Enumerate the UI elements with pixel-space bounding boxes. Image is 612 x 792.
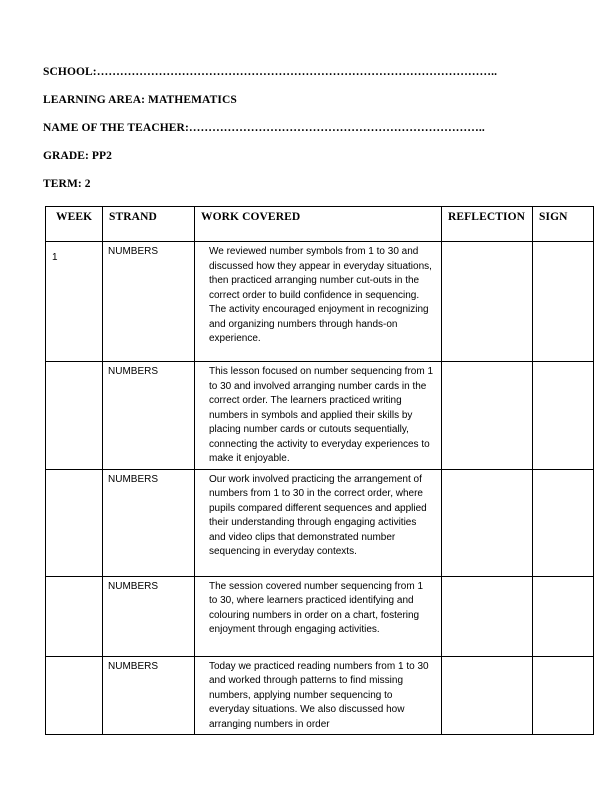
reflection-cell (442, 242, 533, 362)
teacher-line: NAME OF THE TEACHER:………………………………………………………………….. (43, 122, 485, 134)
school-line: SCHOOL:………………………………………………………………………………………….. (43, 66, 498, 78)
sign-cell (533, 576, 594, 656)
sign-cell (533, 362, 594, 470)
reflection-cell (442, 656, 533, 735)
strand-cell: NUMBERS (103, 242, 195, 362)
work-covered-cell: Our work involved practicing the arrangement of numbers from 1 to 30 in the correct order, where pupils compared different sequences and applied their understanding through engaging activities and video clips that demonstrated number sequencing in everyday contexts. (195, 469, 442, 576)
scheme-of-work-table (45, 206, 594, 735)
sign-cell (533, 242, 594, 362)
reflection-cell (442, 362, 533, 470)
col-header-reflection: REFLECTION (442, 207, 533, 242)
sign-cell (533, 469, 594, 576)
strand-cell: NUMBERS (103, 656, 195, 735)
work-covered-cell: The session covered number sequencing from 1 to 30, where learners practiced identifying and colouring numbers in order on a chart, fostering enjoyment through engaging activities. (195, 576, 442, 656)
strand-cell: NUMBERS (103, 469, 195, 576)
strand-cell: NUMBERS (103, 362, 195, 470)
week-cell (46, 656, 103, 735)
work-covered-cell: Today we practiced reading numbers from 1 to 30 and worked through patterns to find missing numbers, applying number sequencing to everyday situations. We also discussed how arranging numbers in order (195, 656, 442, 735)
table-row (46, 656, 594, 735)
sign-cell (533, 656, 594, 735)
col-header-work-covered: WORK COVERED (195, 207, 442, 242)
table-row (46, 469, 594, 576)
document-header (43, 66, 592, 191)
col-header-week: WEEK (46, 207, 103, 242)
table-row (46, 362, 594, 470)
col-header-strand: STRAND (103, 207, 195, 242)
week-cell (46, 362, 103, 470)
week-cell: 1 (46, 242, 103, 362)
table-row (46, 576, 594, 656)
table-row (46, 242, 594, 362)
term-line: TERM: 2 (43, 178, 91, 190)
reflection-cell (442, 469, 533, 576)
week-cell (46, 576, 103, 656)
work-covered-cell: We reviewed number symbols from 1 to 30 and discussed how they appear in everyday situations, then practiced arranging number cut-outs in the correct order to build confidence in sequencing. The activity encouraged enjoyment in recognizing and organizing numbers through hands-on experience. (195, 242, 442, 362)
week-cell (46, 469, 103, 576)
col-header-sign: SIGN (533, 207, 594, 242)
reflection-cell (442, 576, 533, 656)
table-header-row (46, 207, 594, 242)
work-covered-cell: This lesson focused on number sequencing from 1 to 30 and involved arranging number cards in the correct order. The learners practiced writing numbers in symbols and applied their skills by placing number cards or cutouts sequentially, connecting the activity to everyday experiences to make it enjoyable. (195, 362, 442, 470)
grade-line: GRADE: PP2 (43, 150, 113, 162)
strand-cell: NUMBERS (103, 576, 195, 656)
learning-area-line: LEARNING AREA: MATHEMATICS (43, 94, 237, 106)
